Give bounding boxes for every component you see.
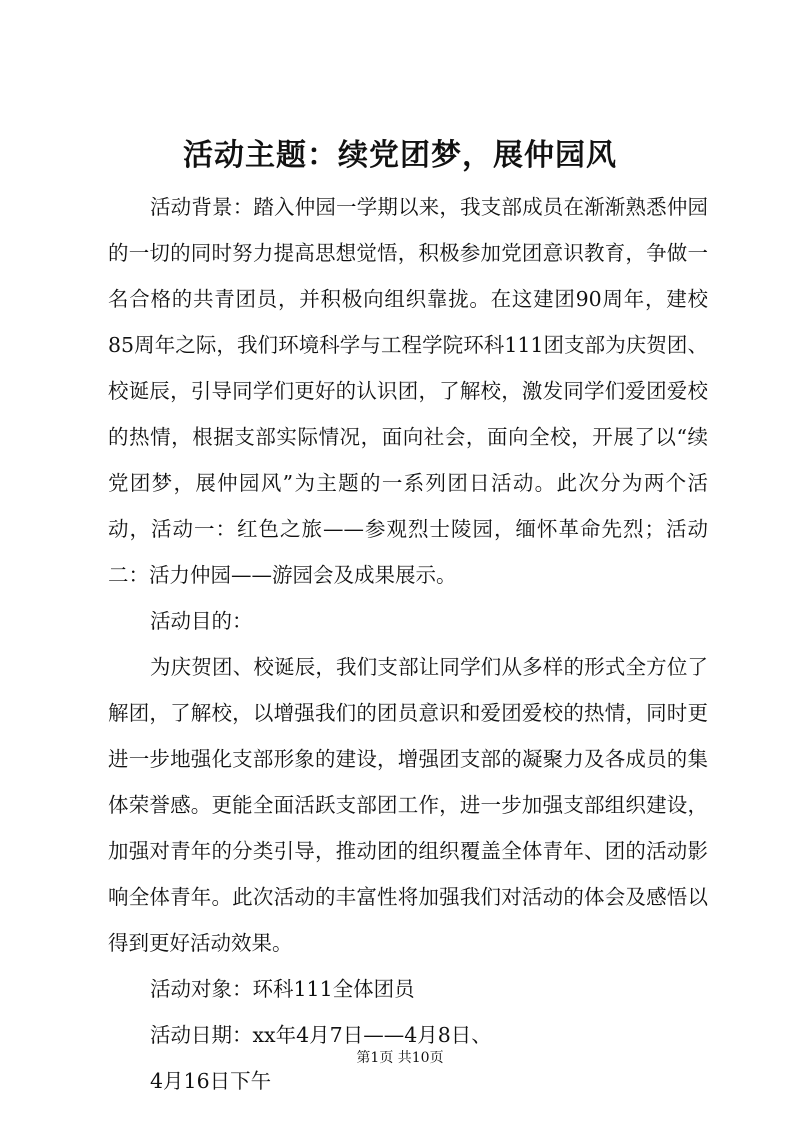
paragraph-purpose: 为庆贺团、校诞辰，我们支部让同学们从多样的形式全方位了解团，了解校，以增强我们的团员意识和爱团爱校的热情，同时更进一步地强化支部形象的建设，增强团支部的凝聚力及各成员的集体荣誉感。更能全面活跃支部团工作，进一步加强支部组织建设，加强对青年的分类引导，推动团的组织覆盖全体青年、团的活动影响全体青年。此次活动的丰富性将加强我们对活动的体会及感悟以得到更好活动效果。 (108, 655, 708, 955)
paragraph-background: 活动背景：踏入仲园一学期以来，我支部成员在渐渐熟悉仲园的一切的同时努力提高思想觉悟，积极参加党团意识教育，争做一名合格的共青团员，并积极向组织靠拢。在这建团90周年，建校85周年之际，我们环境科学与工程学院环科111团支部为庆贺团、校诞辰，引导同学们更好的认识团，了解校，激发同学们爱团爱校的热情，根据支部实际情况，面向社会，面向全校，开展了以“续党团梦，展仲园风”为主题的一系列团日活动。此次分为两个活动，活动一：红色之旅——参观烈士陵园，缅怀革命先烈；活动二：活力仲园——游园会及成果展示。 (108, 195, 708, 587)
paragraph-date: 活动日期：xx年4月7日——4月8日、 (150, 1023, 492, 1047)
paragraph-target: 活动对象：环科111全体团员 (150, 977, 415, 1001)
paragraph-purpose-heading: 活动目的： (150, 609, 253, 633)
page-number-footer: 第1页 共10页 (356, 1050, 444, 1066)
paragraph-date-continued: 4月16日下午 (150, 1069, 272, 1093)
document-body (108, 184, 708, 1104)
document-title: 活动主题：续党团梦，展仲园风 (183, 138, 617, 173)
